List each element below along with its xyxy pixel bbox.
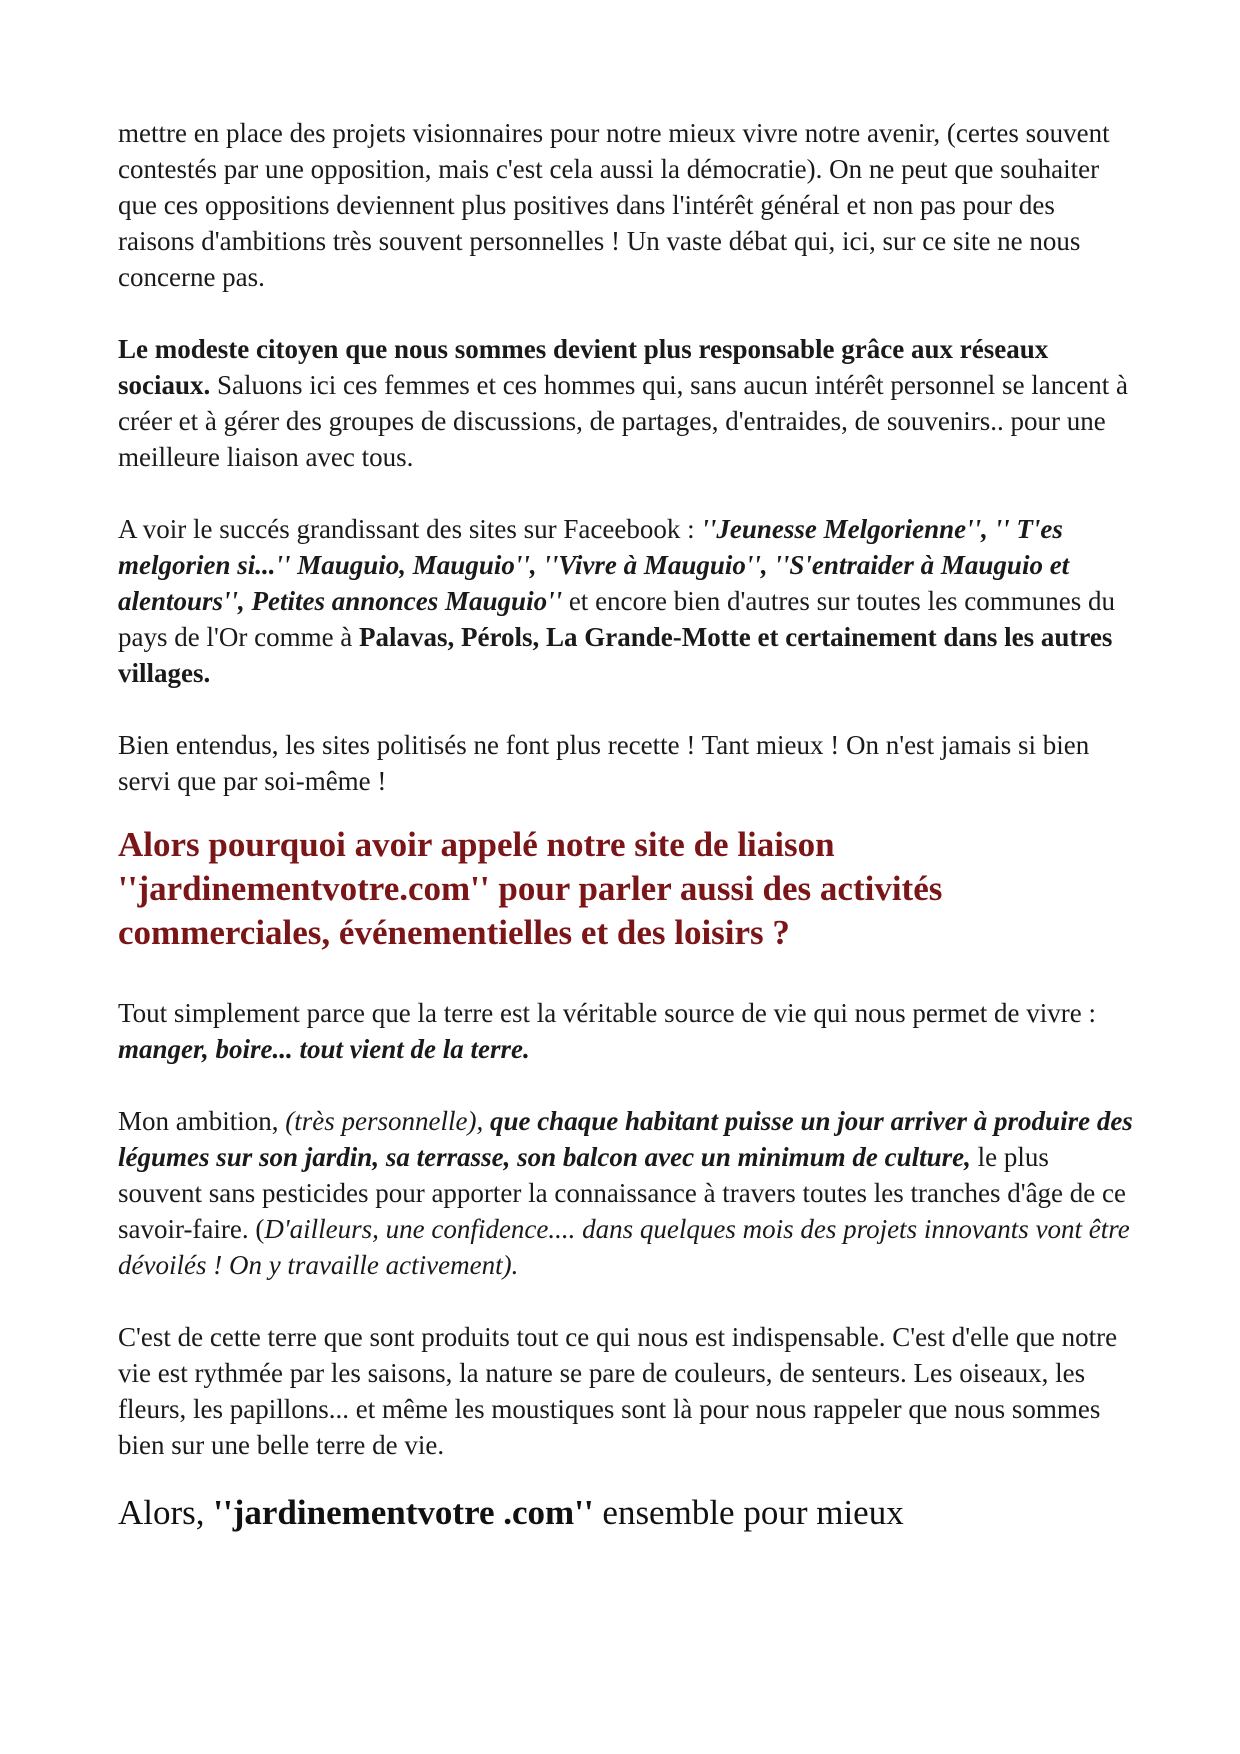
site-name: ''jardinementvotre .com'' xyxy=(213,1493,594,1532)
paragraph-text: le plus souvent sans pesticides pour apporter la connaissance à travers toutes les tranches d'âge de ce savoir-faire. ( xyxy=(118,1142,1126,1244)
facebook-group-names: ''Jeunesse Melgorienne'', '' T'es melgorien si...'' Mauguio, Mauguio'', ''Vivre à Mauguio'', ''S'entraider à Mauguio et alentours'', Petites annonces Mauguio'' xyxy=(118,514,1070,616)
bold-citizen-statement: Le modeste citoyen que nous sommes devient plus responsable grâce aux réseaux sociaux. xyxy=(118,334,1049,400)
paragraph-text: Saluons ici ces femmes et ces hommes qui, sans aucun intérêt personnel se lancent à créer et à gérer des groupes de discussions, de partages, d'entraides, de souvenirs.. pour une meilleure liaison avec tous. xyxy=(118,370,1128,472)
paragraph-text: Tout simplement parce que la terre est la véritable source de vie qui nous permet de vivre : xyxy=(118,998,1096,1028)
paragraph-text: A voir le succés grandissant des sites sur Faceebook : xyxy=(118,514,702,544)
section-heading: Alors pourquoi avoir appelé notre site de liaison ''jardinementvotre.com'' pour parler aussi des activités commerciales, événementielles et des loisirs ? xyxy=(118,825,943,952)
closing-text: Alors, xyxy=(118,1493,214,1532)
paragraph-political-sites: Bien entendus, les sites politisés ne font plus recette ! Tant mieux ! On n'est jamais si bien servi que par soi-même ! xyxy=(118,730,1090,796)
paragraph-text: et encore bien d'autres sur toutes les communes du pays de l'Or comme à xyxy=(118,586,1116,652)
paragraph-text: Mon ambition, xyxy=(118,1106,286,1136)
paragraph-seasons: C'est de cette terre que sont produits tout ce qui nous est indispensable. C'est d'elle que notre vie est rythmée par les saisons, la nature se pare de couleurs, de senteurs. Les oiseaux, les fleurs, les papillons... et même les moustiques sont là pour nous rappeler que nous sommes bien sur une belle terre de vie. xyxy=(118,1322,1118,1460)
closing-text: ensemble pour mieux xyxy=(593,1493,904,1532)
confidence-text: D'ailleurs, une confidence.... dans quelques mois des projets innovants vont être dévoilés ! On y travaille activement). xyxy=(118,1214,1130,1280)
paragraph-earth-source xyxy=(118,995,1138,1067)
document-page xyxy=(118,115,1138,1535)
town-names: Palavas, Pérols, La Grande-Motte et certainement dans les autres villages. xyxy=(118,622,1113,688)
closing-line xyxy=(118,1491,1138,1535)
paragraph-democracy: mettre en place des projets visionnaires pour notre mieux vivre notre avenir, (certes souvent contestés par une opposition, mais c'est cela aussi la démocratie). On ne peut que souhaiter que ces oppositions deviennent plus positives dans l'intérêt général et non pas pour des raisons d'ambitions très souvent personnelles ! Un vaste débat qui, ici, sur ce site ne nous concerne pas. xyxy=(118,118,1110,292)
paragraph-ambition xyxy=(118,1103,1138,1283)
emphasis-text: manger, boire... tout vient de la terre. xyxy=(118,1034,530,1064)
paragraph-social-networks xyxy=(118,331,1138,475)
emphasis-text: que chaque habitant puisse un jour arriver à produire des légumes sur son jardin, sa terrasse, son balcon avec un minimum de culture, xyxy=(118,1106,1133,1172)
aside-text: (très personnelle), xyxy=(285,1106,490,1136)
paragraph-facebook-groups xyxy=(118,511,1138,691)
